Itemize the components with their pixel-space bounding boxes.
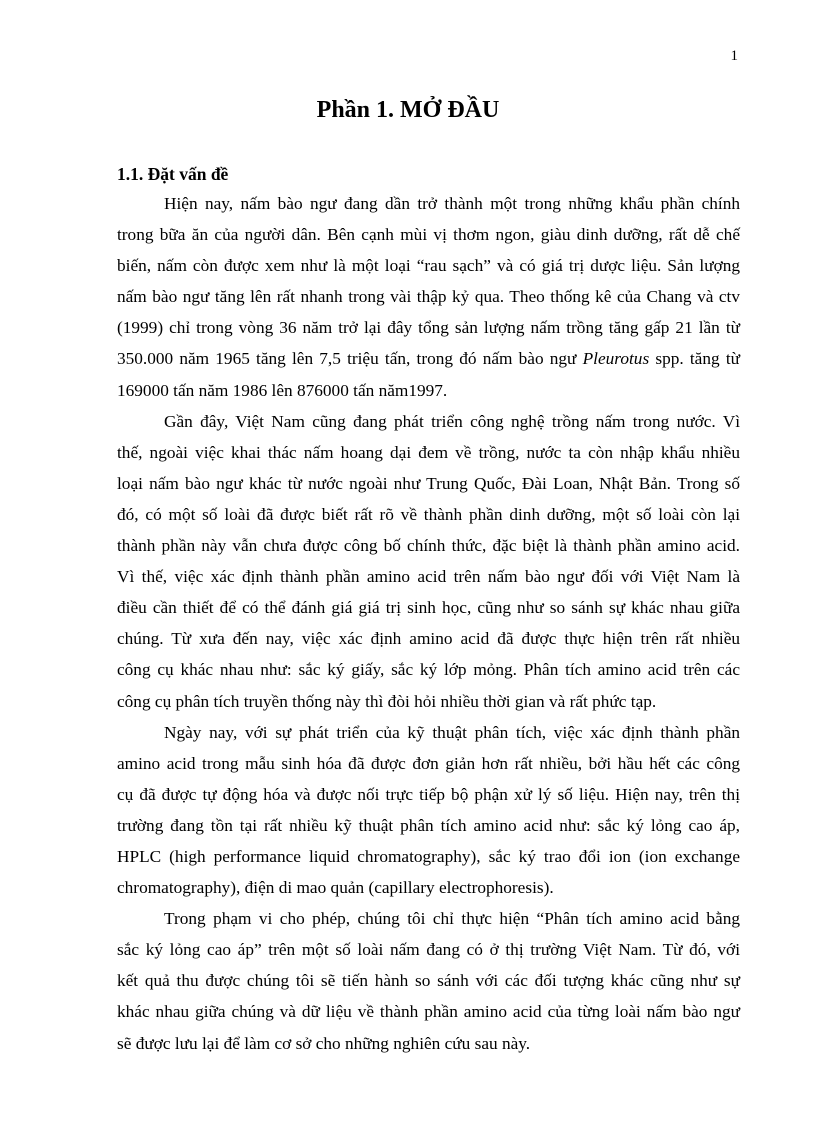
text-line: Gần đây, Việt Nam cũng đang phát triển công nghệ trồng nấm trong nước. Vì [164,411,740,431]
paragraph-4 [117,903,740,1058]
paragraph-2 [117,406,740,717]
section-heading: 1.1. Đặt vấn đề [117,164,229,184]
text-line: đó, có một số loài đã được biết rất rõ về thành phần dinh dưỡng, một số loài còn lại [117,504,740,524]
text-line: trong bữa ăn của người dân. Bên cạnh mùi vị thơm ngon, giàu dinh dưỡng, rất dễ chế [117,225,740,245]
text-line: nấm bào ngư tăng lên rất nhanh trong vài thập kỷ qua. Theo thống kê của Chang và ctv [117,287,740,307]
text-line: chromatography), điện di mao quản (capillary electrophoresis). [117,878,554,898]
page-number: 1 [730,48,738,64]
text-line: thế, ngoài việc khai thác nấm hoang dại đem về trồng, nước ta còn nhập khẩu nhiều [117,442,740,462]
species-name: Pleurotus [582,349,650,369]
text-line: Ngày nay, với sự phát triển của kỹ thuật phân tích, việc xác định thành phần [164,722,740,742]
text-line: kết quả thu được chúng tôi sẽ tiến hành so sánh với các đối tượng khác cũng như sự [117,971,740,991]
text-line: công cụ khác nhau như: sắc ký giấy, sắc ký lớp mỏng. Phân tích amino acid trên các [117,660,740,680]
text-line: HPLC (high performance liquid chromatography), sắc ký trao đổi ion (ion exchange [117,846,740,866]
text-line: Trong phạm vi cho phép, chúng tôi chỉ thực hiện “Phân tích amino acid bằng [164,909,740,929]
chapter-title: Phần 1. MỞ ĐẦU [316,97,500,123]
text-line: thành phần này vẫn chưa được công bố chính thức, đặc biệt là thành phần amino acid. [117,536,740,556]
text-line: sẽ được lưu lại để làm cơ sở cho những nghiên cứu sau này. [117,1033,531,1053]
text-line: (1999) chỉ trong vòng 36 năm trở lại đây tổng sản lượng nấm trồng tăng gấp 21 lần từ [117,318,740,338]
text-line: Vì thế, việc xác định thành phần amino acid trên nấm bào ngư đối với Việt Nam là [117,567,740,587]
paragraph-1 [117,188,740,406]
text-line: điều cần thiết để có thể đánh giá giá trị sinh học, cũng như so sánh sự khác nhau giữa [117,598,740,618]
text-segment: spp. tăng từ [649,349,740,369]
paragraph-3 [117,717,740,904]
text-line: cụ đã được tự động hóa và được nối trực tiếp bộ phận xử lý số liệu. Hiện nay, trên thị [117,784,740,804]
text-line: sắc ký lỏng cao áp” trên một số loài nấm đang có ở thị trường Việt Nam. Từ đó, với [117,940,740,960]
text-line: 169000 tấn năm 1986 lên 876000 tấn năm1997. [117,380,448,400]
text-line [117,343,740,374]
text-line: Hiện nay, nấm bào ngư đang dần trở thành một trong những khẩu phần chính [164,194,740,213]
text-line: khác nhau giữa chúng và dữ liệu về thành phần amino acid của từng loài nấm bào ngư [117,1002,740,1022]
text-line: chúng. Từ xưa đến nay, việc xác định amino acid đã được thực hiện trên rất nhiều [117,629,740,649]
text-line: loại nấm bào ngư khác từ nước ngoài như Trung Quốc, Đài Loan, Nhật Bản. Trong số [117,473,740,493]
text-segment: 350.000 năm 1965 tăng lên 7,5 triệu tấn, trong đó nấm bào ngư [117,349,583,369]
text-line: amino acid trong mẫu sinh hóa đã được đơn giản hơn rất nhiều, bởi hầu hết các công [117,753,740,773]
text-line: công cụ phân tích truyền thống này thì đòi hỏi nhiều thời gian và rất phức tạp. [117,691,657,711]
text-line: biến, nấm còn được xem như là một loại “rau sạch” và có giá trị dược liệu. Sản lượng [117,256,740,276]
body-text [117,188,740,1059]
text-line: trường đang tồn tại rất nhiều kỹ thuật phân tích amino acid như: sắc ký lỏng cao áp, [117,815,740,835]
